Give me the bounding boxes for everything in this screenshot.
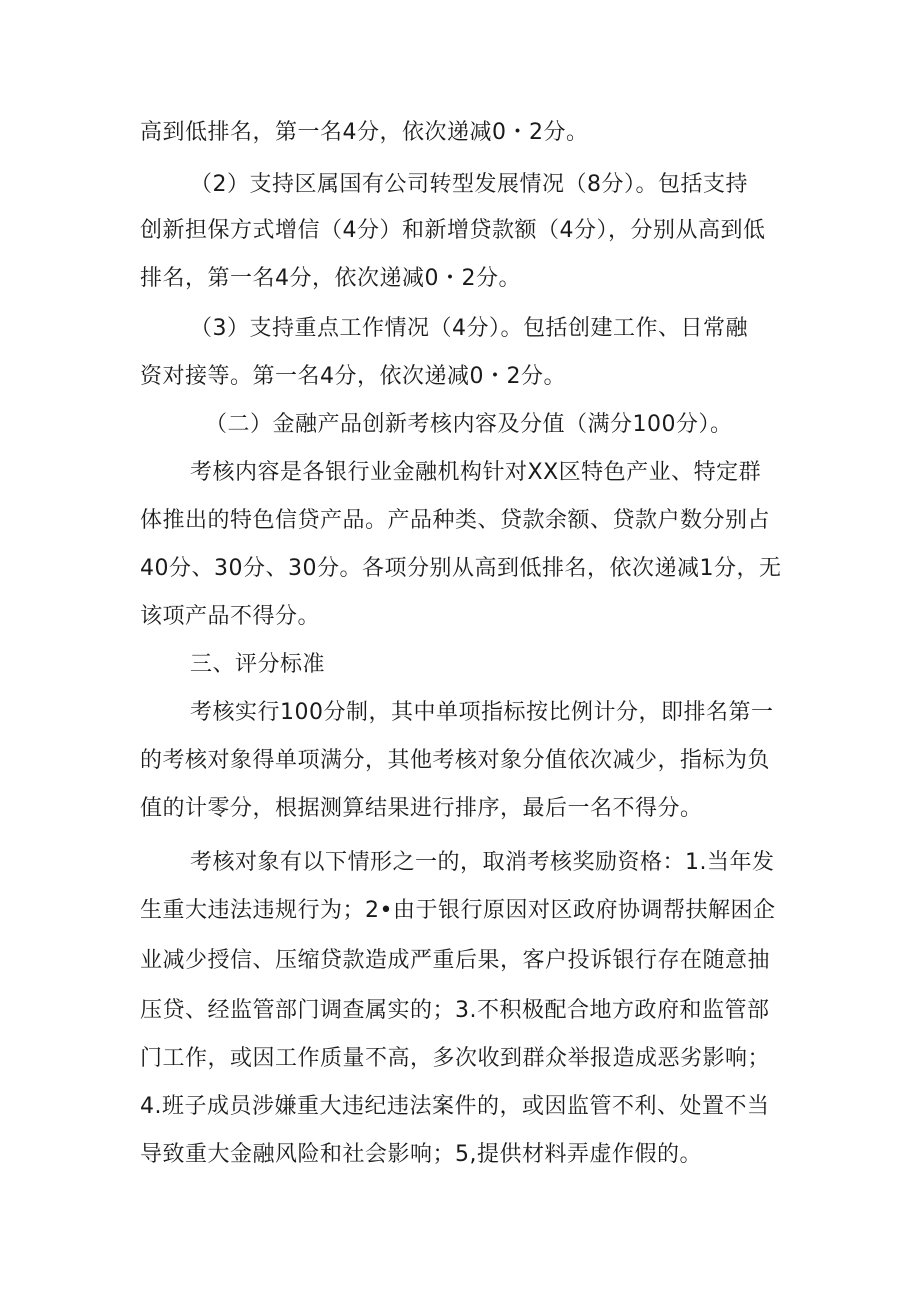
paragraph-line: 生重大违法违规行为；2•由于银行原因对区政府协调帮扶解困企 [140, 898, 776, 923]
paragraph-line: 的考核对象得单项满分，其他考核对象分值依次减少，指标为负 [140, 748, 771, 773]
paragraph-line: 体推出的特色信贷产品。产品种类、贷款余额、贷款户数分别占 [140, 508, 771, 533]
paragraph-line: 考核对象有以下情形之一的，取消考核奖励资格：1.当年发 [190, 850, 775, 875]
paragraph-line: （2）支持区属国有公司转型发展情况（8分）。包括支持 [190, 172, 748, 197]
paragraph-line: 资对接等。第一名4分，依次递减0・2分。 [140, 364, 566, 389]
paragraph-line: 40分、30分、30分。各项分别从高到低排名，依次递减1分，无 [140, 556, 782, 581]
section-heading: （二）金融产品创新考核内容及分值（满分100分）。 [205, 412, 733, 437]
paragraph-line: 高到低排名，第一名4分，依次递减0・2分。 [140, 120, 589, 145]
section-heading: 三、评分标准 [190, 652, 326, 677]
paragraph-line: 值的计零分，根据测算结果进行排序，最后一名不得分。 [140, 796, 703, 821]
paragraph-line: （3）支持重点工作情况（4分）。包括创建工作、日常融 [190, 316, 748, 341]
paragraph-line: 导致重大金融风险和社会影响；5,提供材料弄虚作假的。 [140, 1142, 702, 1167]
paragraph-line: 考核内容是各银行业金融机构针对XX区特色产业、特定群 [190, 460, 762, 485]
paragraph-line: 门工作，或因工作质量不高，多次收到群众举报造成恶劣影响； [140, 1046, 771, 1071]
paragraph-line: 压贷、经监管部门调查属实的；3.不积极配合地方政府和监管部 [140, 998, 770, 1023]
paragraph-line: 该项产品不得分。 [140, 604, 321, 629]
paragraph-line: 排名，第一名4分，依次递减0・2分。 [140, 266, 521, 291]
paragraph-line: 创新担保方式增信（4分）和新增贷款额（4分），分别从高到低 [140, 218, 766, 243]
paragraph-line: 业减少授信、压缩贷款造成严重后果，客户投诉银行存在随意抽 [140, 948, 771, 973]
paragraph-line: 4.班子成员涉嫌重大违纪违法案件的，或因监管不利、处置不当 [140, 1094, 770, 1119]
paragraph-line: 考核实行100分制，其中单项指标按比例计分，即排名第一 [190, 700, 774, 725]
